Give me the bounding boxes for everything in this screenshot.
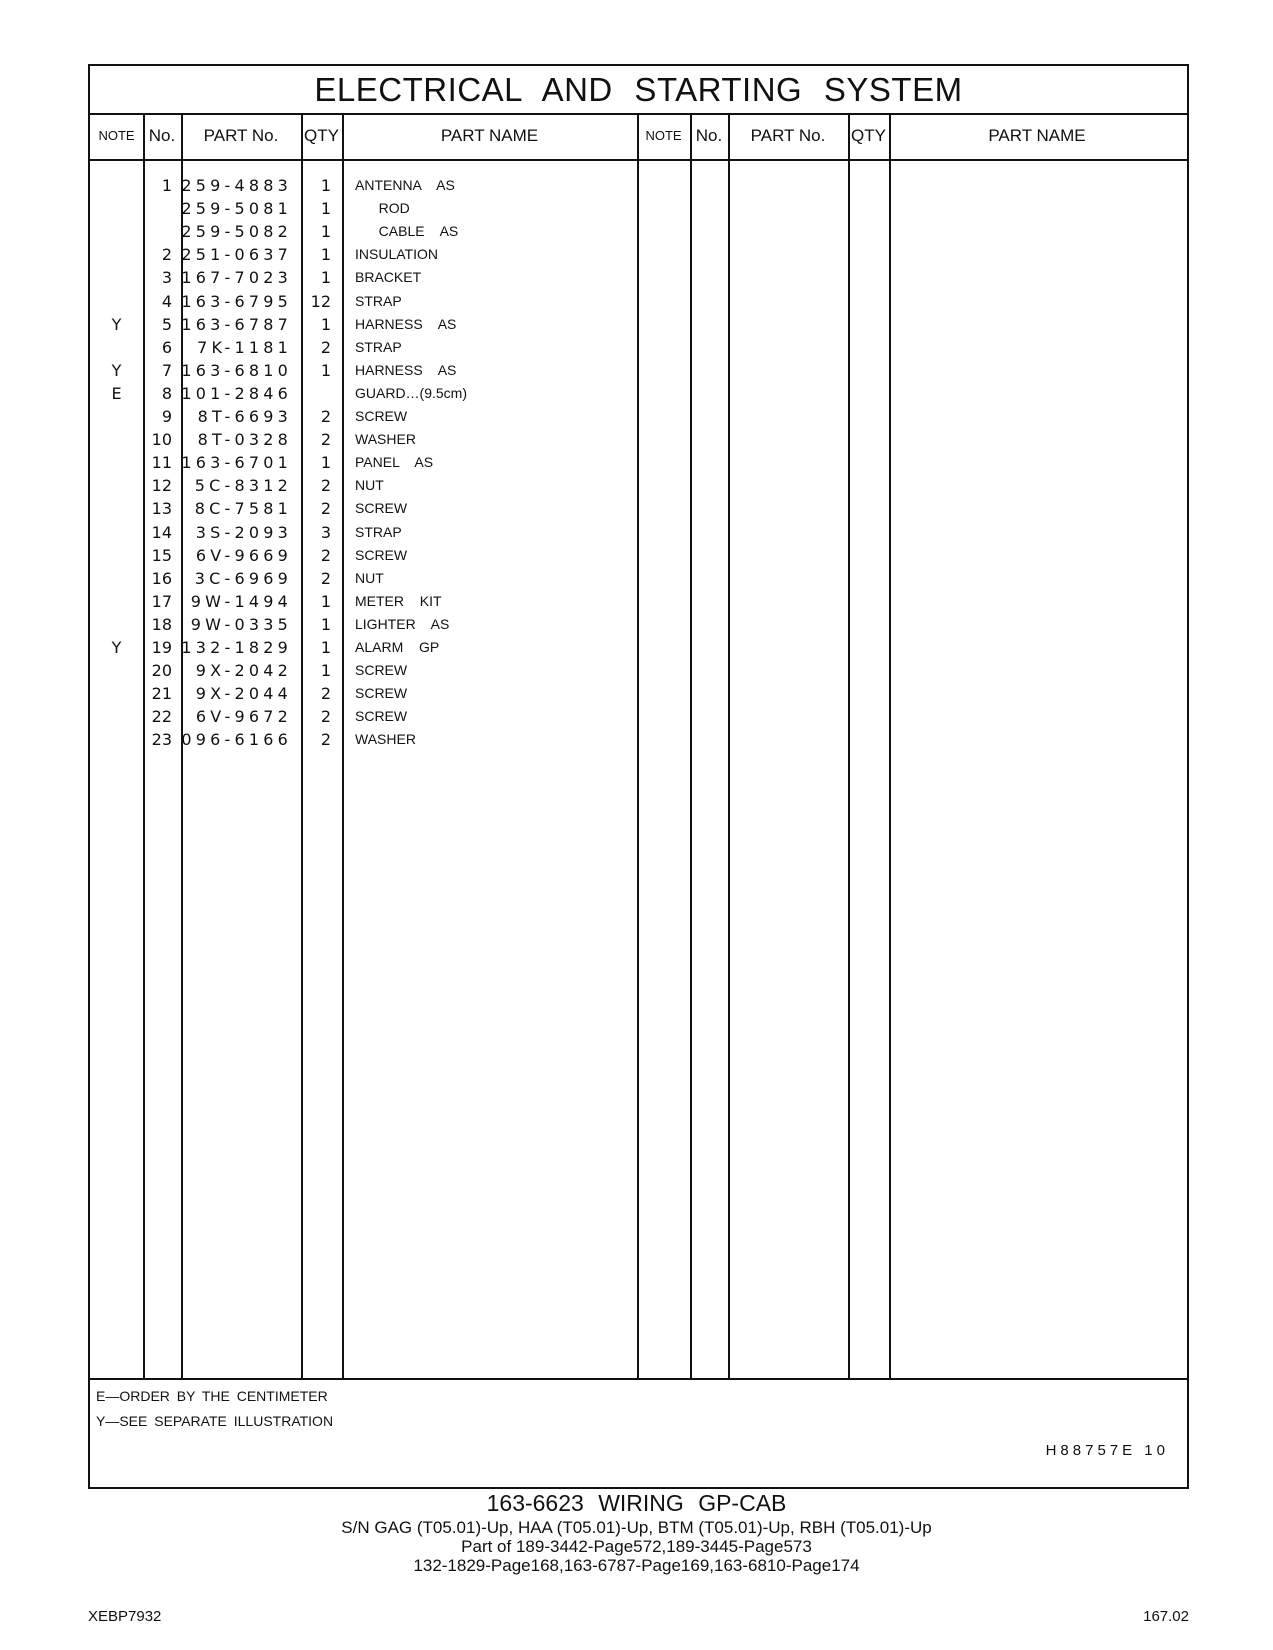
header-part-no-left: PART No.	[203, 126, 279, 145]
table-row	[90, 521, 1187, 544]
row-quantity: 1	[320, 638, 331, 657]
row-item-number: 22	[151, 707, 172, 727]
row-item-number: 21	[151, 684, 172, 704]
table-row	[90, 382, 1187, 405]
row-quantity: 2	[320, 430, 331, 450]
row-item-number: 13	[151, 499, 172, 519]
row-quantity: 1	[320, 661, 331, 681]
table-row	[90, 659, 1187, 682]
row-item-number: 12	[151, 476, 172, 496]
table-row	[90, 243, 1187, 266]
row-part-name: ROD	[355, 200, 410, 217]
row-item-number: 3	[161, 268, 172, 288]
parts-table-body	[90, 162, 1187, 1377]
row-quantity: 1	[320, 453, 331, 473]
row-quantity: 2	[320, 476, 331, 496]
row-part-number: 3C-6969	[194, 568, 292, 588]
row-item-number: 6	[161, 337, 172, 357]
table-row	[90, 313, 1187, 336]
row-item-number: 17	[151, 591, 172, 611]
table-header	[90, 113, 1187, 161]
row-item-number: 20	[151, 661, 172, 681]
row-part-number: 101-2846	[181, 383, 292, 403]
table-row	[90, 428, 1187, 451]
row-part-number: 6V-9672	[195, 707, 292, 727]
row-part-name: HARNESS AS	[355, 361, 457, 378]
row-item-number: 23	[151, 730, 172, 750]
row-part-name: CABLE AS	[355, 223, 459, 240]
table-row	[90, 613, 1187, 636]
row-part-name: SCREW	[355, 546, 408, 563]
table-row	[90, 405, 1187, 428]
table-row	[90, 567, 1187, 590]
table-row	[90, 197, 1187, 220]
row-part-name: ALARM GP	[355, 639, 440, 655]
row-item-number: 1	[161, 176, 172, 195]
row-quantity: 2	[320, 337, 331, 357]
row-part-number: 8C-7581	[194, 499, 292, 519]
row-quantity: 1	[320, 314, 331, 334]
serial-range: S/N GAG (T05.01)-Up, HAA (T05.01)-Up, BTM (T05.01)-Up, RBH (T05.01)-Up	[341, 1518, 932, 1537]
table-row	[90, 290, 1187, 313]
table-row	[90, 359, 1187, 382]
row-part-name: HARNESS AS	[355, 315, 457, 332]
row-item-number: 18	[151, 614, 172, 634]
row-part-name: NUT	[355, 569, 384, 586]
row-part-number: 163-6787	[181, 314, 292, 334]
row-item-number: 11	[151, 453, 172, 473]
row-quantity: 2	[320, 499, 331, 519]
legend-area	[90, 1378, 1187, 1489]
page-references: 132-1829-Page168,163-6787-Page169,163-6810-Page174	[413, 1556, 860, 1575]
row-quantity: 1	[320, 268, 331, 288]
header-part-no-right: PART No.	[750, 126, 826, 145]
table-row	[90, 497, 1187, 520]
row-part-number: 259-4883	[181, 176, 292, 195]
row-quantity: 2	[320, 684, 331, 704]
row-note: E	[111, 383, 122, 403]
row-part-name: SCREW	[355, 500, 408, 517]
row-item-number: 8	[161, 383, 172, 403]
header-part-name-left: PART NAME	[440, 126, 539, 145]
row-part-name: STRAP	[355, 338, 402, 355]
row-item-number: 9	[161, 407, 172, 426]
row-item-number: 16	[151, 568, 172, 588]
header-part-name-right: PART NAME	[988, 126, 1086, 145]
header-note-right: NOTE	[645, 128, 682, 143]
row-item-number: 14	[151, 522, 172, 542]
row-part-number: 9X-2044	[195, 684, 292, 704]
row-part-number: 167-7023	[181, 268, 292, 288]
row-note: Y	[111, 360, 122, 380]
row-quantity: 1	[320, 222, 331, 242]
row-part-name: SCREW	[355, 685, 408, 702]
row-part-name: NUT	[355, 477, 384, 494]
row-quantity: 3	[320, 522, 331, 542]
header-no-right: No.	[695, 126, 723, 145]
row-part-number: 9W-0335	[190, 614, 292, 634]
row-part-number: 259-5082	[181, 222, 292, 242]
row-part-number: 8T-6693	[197, 407, 292, 426]
row-part-name: WASHER	[355, 731, 416, 748]
row-part-number: 8T-0328	[197, 430, 292, 450]
page-title: ELECTRICAL AND STARTING SYSTEM	[90, 66, 1187, 115]
row-item-number: 4	[161, 291, 172, 311]
row-item-number: 19	[151, 638, 172, 657]
row-item-number: 10	[151, 430, 172, 450]
table-row	[90, 336, 1187, 359]
table-row	[90, 682, 1187, 705]
table-row	[90, 451, 1187, 474]
header-qty-left: QTY	[304, 126, 339, 145]
table-row	[90, 728, 1187, 751]
row-part-number: 163-6701	[181, 453, 292, 473]
row-part-name: STRAP	[355, 292, 402, 309]
row-part-number: 3S-2093	[195, 522, 292, 542]
table-row	[90, 705, 1187, 728]
row-part-number: 251-0637	[181, 245, 292, 265]
row-item-number: 15	[151, 545, 172, 565]
parts-list-frame	[88, 64, 1189, 1489]
row-quantity: 12	[310, 291, 331, 311]
row-part-number: 132-1829	[181, 638, 292, 657]
table-row	[90, 544, 1187, 567]
row-part-number: 163-6795	[181, 291, 292, 311]
row-part-name: ANTENNA AS	[355, 177, 455, 193]
row-part-number: 163-6810	[181, 360, 292, 380]
row-part-number: 9W-1494	[190, 591, 292, 611]
row-part-name: METER KIT	[355, 592, 442, 609]
row-part-number: 5C-8312	[194, 476, 292, 496]
table-row	[90, 174, 1187, 197]
document-id: XEBP7932	[88, 1608, 162, 1625]
legend-y: Y—SEE SEPARATE ILLUSTRATION	[96, 1413, 334, 1429]
row-quantity: 1	[320, 245, 331, 265]
row-part-name: SCREW	[355, 408, 408, 424]
row-part-name: WASHER	[355, 431, 416, 448]
row-quantity: 1	[320, 360, 331, 380]
row-part-number: 9X-2042	[195, 661, 292, 681]
row-quantity: 1	[320, 591, 331, 611]
row-quantity: 1	[320, 199, 331, 219]
row-quantity: 2	[320, 568, 331, 588]
row-part-name: SCREW	[355, 708, 408, 725]
row-quantity: 1	[320, 614, 331, 634]
table-row	[90, 220, 1187, 243]
row-part-name: LIGHTER AS	[355, 615, 450, 632]
row-part-name: PANEL AS	[355, 454, 434, 471]
table-row	[90, 266, 1187, 289]
legend-e: E—ORDER BY THE CENTIMETER	[96, 1388, 328, 1404]
row-part-name: SCREW	[355, 662, 408, 679]
row-quantity: 2	[320, 407, 331, 426]
row-part-number: 259-5081	[181, 199, 292, 219]
row-item-number: 2	[161, 245, 172, 265]
header-qty-right: QTY	[851, 126, 886, 145]
row-part-name: INSULATION	[355, 246, 438, 263]
row-part-number: 6V-9669	[195, 545, 292, 565]
row-quantity: 2	[320, 545, 331, 565]
header-no-left: No.	[148, 126, 176, 145]
row-quantity: 1	[320, 176, 331, 195]
header-note-left: NOTE	[98, 128, 135, 143]
row-part-name: STRAP	[355, 523, 402, 540]
drawing-code: H88757E 10	[1045, 1442, 1169, 1459]
row-part-number: 096-6166	[181, 730, 292, 750]
row-quantity: 2	[320, 730, 331, 750]
table-row	[90, 590, 1187, 613]
table-row	[90, 474, 1187, 497]
row-item-number: 5	[161, 314, 172, 334]
assembly-title: 163-6623 WIRING GP-CAB	[486, 1490, 787, 1516]
row-part-name: BRACKET	[355, 269, 422, 286]
row-note: Y	[111, 314, 122, 334]
page-number: 167.02	[1143, 1608, 1189, 1625]
table-row	[90, 636, 1187, 659]
part-of-reference: Part of 189-3442-Page572,189-3445-Page573	[461, 1537, 812, 1556]
row-quantity: 2	[320, 707, 331, 727]
row-note: Y	[111, 638, 122, 657]
row-part-name: GUARD…(9.5cm)	[355, 384, 468, 401]
row-item-number: 7	[161, 360, 172, 380]
row-part-number: 7K-1181	[197, 337, 292, 357]
